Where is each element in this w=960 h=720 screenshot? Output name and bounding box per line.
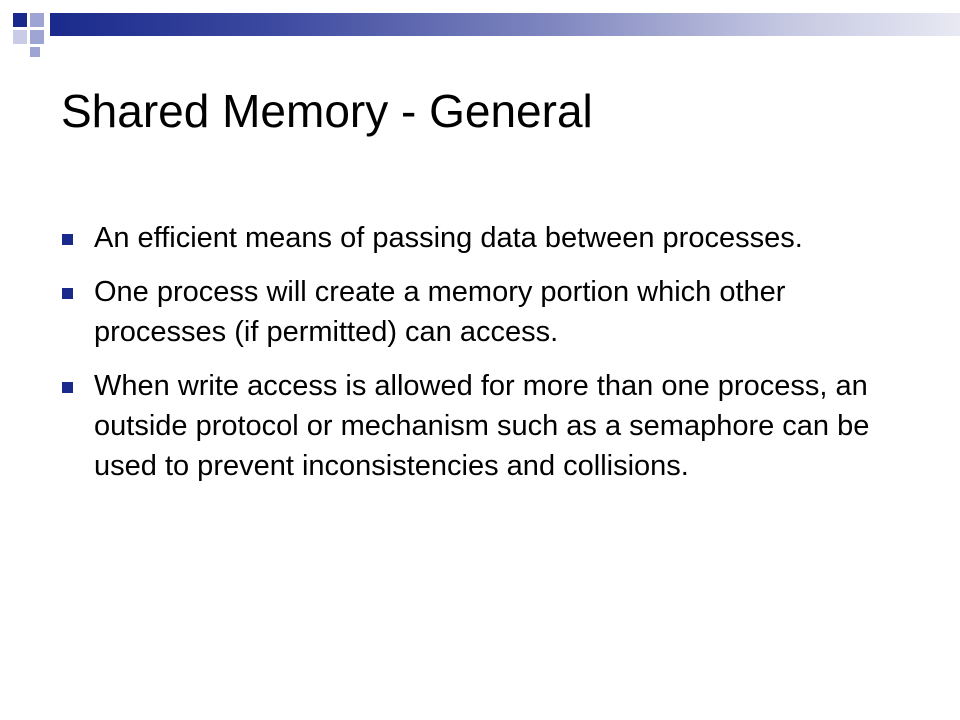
bullet-item [62,366,902,486]
square-bullet-icon [62,234,73,245]
header-square-light-icon [30,13,44,27]
header-square-pale-icon [13,30,27,44]
slide-title: Shared Memory - General [61,85,593,137]
bullet-item [62,218,902,258]
header-square-light-icon [30,47,40,57]
header-square-dark-icon [13,13,27,27]
bullet-text: When write access is allowed for more than one process, an outside protocol or mechanism such as a semaphore can be used to prevent inconsistencies and collisions. [94,370,870,482]
bullet-item [62,272,902,352]
square-bullet-icon [62,288,73,299]
header-square-light-icon [30,30,44,44]
square-bullet-icon [62,382,73,393]
header-gradient-bar [50,13,960,36]
bullet-text: An efficient means of passing data between processes. [94,222,803,254]
bullet-list [62,218,902,500]
bullet-text: One process will create a memory portion which other processes (if permitted) can access. [94,276,786,348]
